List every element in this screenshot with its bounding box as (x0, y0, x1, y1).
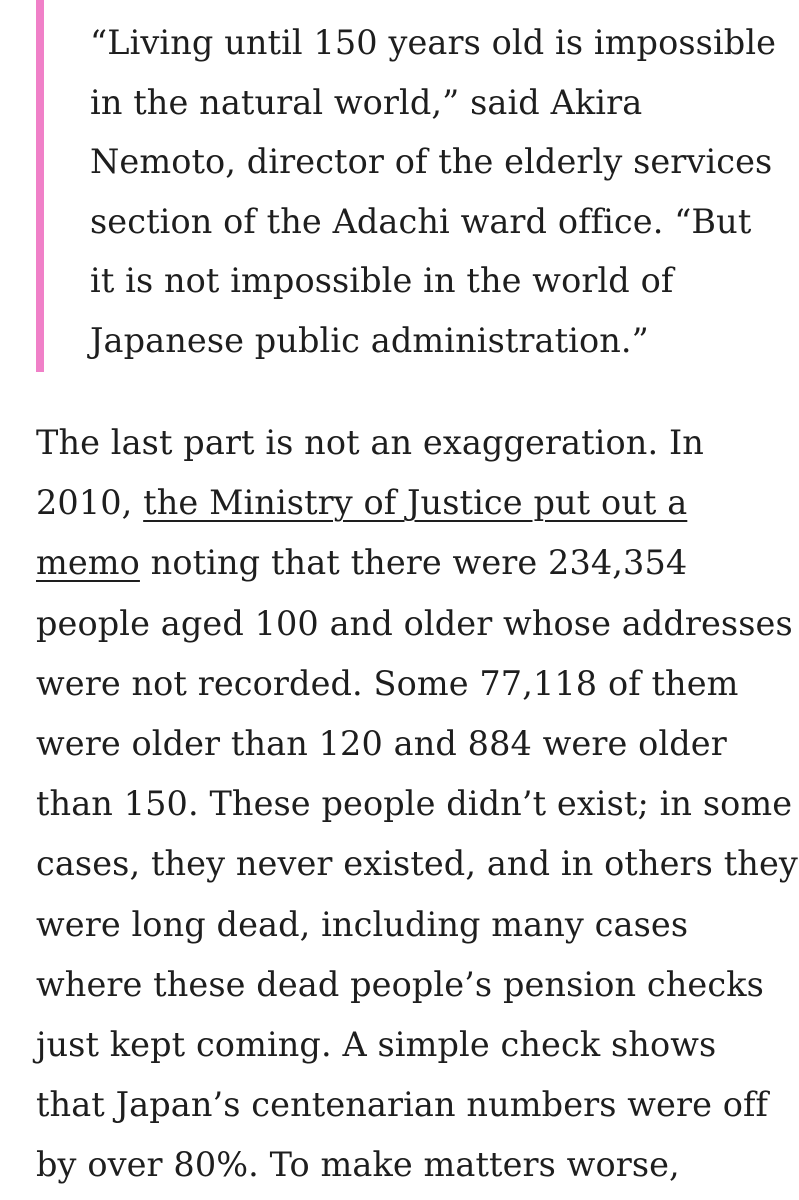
paragraph-text: noting that there were 234,354 (139, 543, 688, 583)
quote-line: “Living until 150 years old is impossible (90, 23, 777, 62)
paragraph-line (36, 533, 786, 593)
quote-line: Japanese public administration.” (90, 320, 649, 360)
quote-line: Nemoto, director of the elderly services (90, 142, 773, 181)
paragraph-line (36, 473, 786, 533)
paragraph-line: were older than 120 and 884 were older (36, 724, 727, 764)
paragraph-line: were not recorded. Some 77,118 of them (36, 663, 739, 703)
paragraph-line: than 150. These people didn’t exist; in some (36, 784, 793, 824)
paragraph-line: by over 80%. To make matters worse, (36, 1145, 680, 1185)
paragraph-line: were long dead, including many cases (36, 904, 689, 944)
paragraph-line: cases, they never existed, and in others they (36, 844, 798, 884)
body-paragraph (36, 413, 798, 1196)
paragraph-line: people aged 100 and older whose addresses (36, 603, 793, 643)
paragraph-line: where these dead people’s pension checks (36, 964, 764, 1004)
paragraph-line: The last part is not an exaggeration. In (36, 423, 704, 462)
paragraph-text: 2010, (36, 483, 144, 523)
ministry-memo-link-continued[interactable]: memo (36, 543, 140, 583)
paragraph-line: that Japan’s centenarian numbers were off (36, 1085, 769, 1125)
blockquote (36, 0, 776, 372)
paragraph-line: just kept coming. A simple check shows (36, 1025, 717, 1065)
quote-line: section of the Adachi ward office. “But (90, 201, 752, 241)
quote-line: it is not impossible in the world of (90, 261, 674, 300)
quote-line: in the natural world,” said Akira (90, 82, 643, 122)
ministry-memo-link[interactable]: the Ministry of Justice put out a (143, 483, 688, 523)
